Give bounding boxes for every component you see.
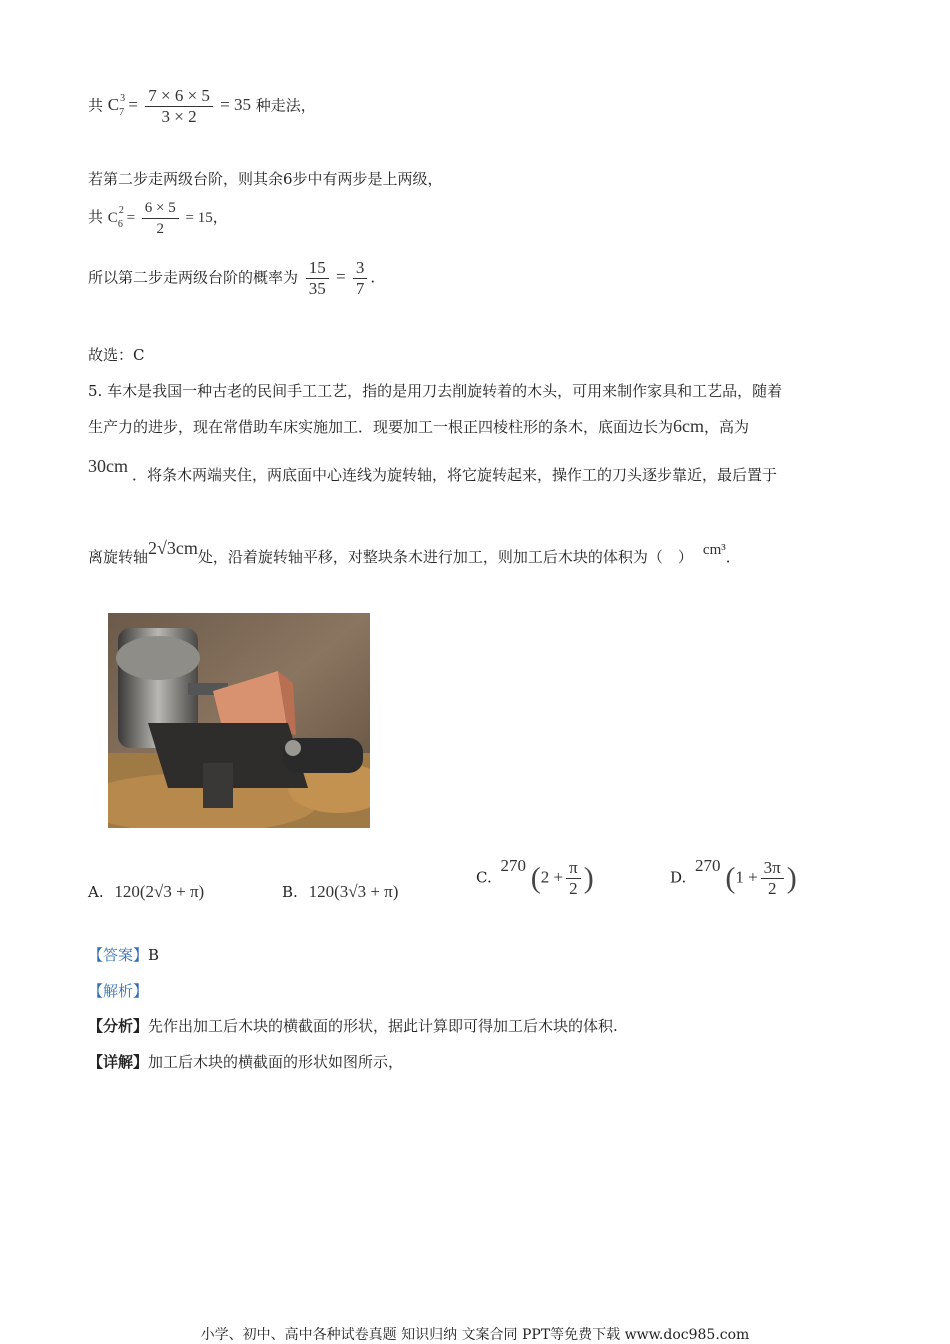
q5-text: 处，沿着旋转轴平移，对整块条木进行加工，则加工后木块的体积为（ ） bbox=[197, 548, 693, 566]
xiangjie-tag: 【详解】 bbox=[88, 1053, 149, 1071]
option-d-label: D. bbox=[670, 868, 687, 887]
option-c-paren-close: ) bbox=[583, 861, 594, 895]
xiangjie-line bbox=[88, 1051, 403, 1072]
option-a-label: A. bbox=[88, 883, 104, 901]
option-b-value: 120(3√3 + π) bbox=[308, 882, 399, 901]
q5-text: 离旋转轴 bbox=[88, 548, 149, 566]
option-d-inner: 1 + bbox=[735, 867, 758, 887]
fenxi-text: 先作出加工后木块的横截面的形状，据此计算即可得加工后木块的体积. bbox=[148, 1017, 618, 1035]
option-c-coef: 270 bbox=[500, 855, 526, 875]
text-gong: 共 bbox=[88, 207, 104, 226]
option-a-value: 120(2√3 + π) bbox=[114, 882, 205, 901]
q5-line-4 bbox=[88, 538, 741, 567]
line-second-step: 若第二步走两级台阶，则其余6步中有两步是上两级， bbox=[88, 170, 443, 188]
option-d[interactable] bbox=[670, 855, 797, 899]
text-period: . bbox=[370, 268, 376, 287]
option-a[interactable] bbox=[88, 882, 204, 902]
option-d-num: 3π bbox=[761, 858, 784, 879]
option-d-paren-open: ( bbox=[725, 861, 736, 895]
formula-c73: $C^3_7$ = $\frac{7 \times 6 \times 5}{3 \times 2}$ = 35 bbox=[107, 86, 252, 126]
q5-text: 生产力的进步，现在常借助车床实施加工．现要加工一根正四棱柱形的条木，底面边长为 bbox=[88, 418, 674, 436]
option-d-frac bbox=[761, 858, 784, 899]
q5-unit: cm³ bbox=[702, 542, 726, 558]
formula-c62: $C^2_6$ = $\frac{6 \times 5}{2}$ = 15 bbox=[107, 200, 213, 237]
q5-height: 30cm bbox=[88, 456, 128, 476]
xiangjie-text: 加工后木块的横截面的形状如图所示， bbox=[148, 1053, 404, 1071]
option-d-paren-close: ) bbox=[786, 861, 797, 895]
answer-line bbox=[88, 944, 159, 965]
option-c-den: 2 bbox=[569, 879, 578, 898]
option-c-frac bbox=[566, 858, 581, 899]
q5-line-1: 5. 车木是我国一种古老的民间手工工艺，指的是用刀去削旋转着的木头，可用来制作家具和工艺品，随着 bbox=[88, 382, 783, 400]
fenxi-tag: 【分析】 bbox=[88, 1017, 149, 1035]
answer-tag: 【答案】 bbox=[88, 946, 149, 964]
line-choose: 故选：C bbox=[88, 346, 145, 364]
text-probability: 所以第二步走两级台阶的概率为 bbox=[88, 268, 299, 287]
text-ways: 种走法， bbox=[255, 96, 316, 115]
option-d-coef: 270 bbox=[695, 855, 721, 875]
option-c-paren-open: ( bbox=[530, 861, 541, 895]
lathe-photo bbox=[108, 613, 370, 828]
q5-distance: 2√3cm bbox=[148, 538, 198, 558]
line-count-ways bbox=[88, 86, 316, 127]
q5-text: ． bbox=[725, 548, 741, 566]
text-gong: 共 bbox=[88, 96, 104, 115]
q5-line-3 bbox=[88, 456, 778, 485]
line-count-c62 bbox=[88, 198, 228, 239]
q5-text: ，高为 bbox=[704, 418, 750, 436]
fenxi-line bbox=[88, 1015, 618, 1036]
analysis-line bbox=[88, 980, 148, 1001]
formula-probability: $\frac{15}{35}$ = $\frac{3}{7}$ bbox=[303, 267, 371, 286]
footer-text[interactable]: 小学、初中、高中各种试卷真题 知识归纳 文案合同 PPT等免费下载 www.doc985.com bbox=[200, 1327, 750, 1343]
analysis-tag: 【解析】 bbox=[88, 982, 149, 1000]
option-b-label: B. bbox=[282, 883, 298, 901]
q5-text: ．将条木两端夹住，两底面中心连线为旋转轴，将它旋转起来，操作工的刀头逐步靠近，最后置于 bbox=[132, 466, 778, 484]
line-probability bbox=[88, 258, 375, 299]
option-b[interactable] bbox=[282, 882, 398, 902]
q5-side-length: 6cm bbox=[673, 416, 705, 436]
answer-value: B bbox=[148, 946, 160, 964]
option-c-num: π bbox=[566, 858, 581, 879]
option-c[interactable] bbox=[476, 855, 594, 899]
text-comma: ， bbox=[212, 207, 228, 226]
option-c-inner: 2 + bbox=[540, 867, 564, 887]
option-d-den: 2 bbox=[767, 879, 777, 898]
q5-line-2 bbox=[88, 416, 749, 437]
option-c-label: C. bbox=[476, 868, 492, 887]
